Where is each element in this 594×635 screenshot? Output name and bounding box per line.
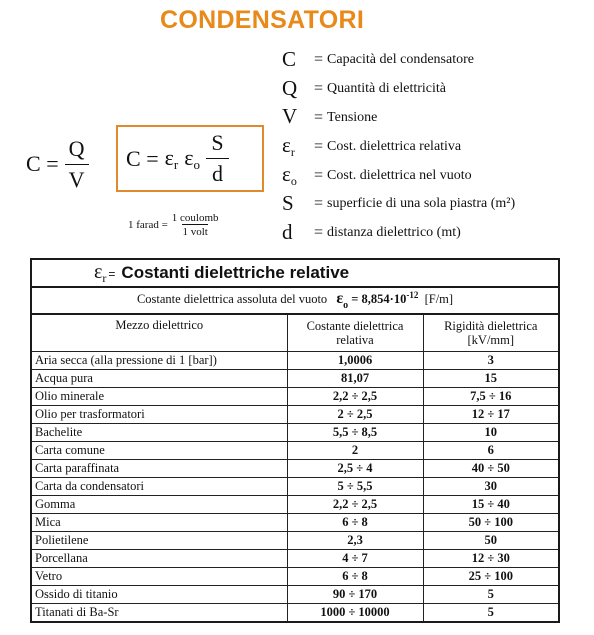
- legend-description: Tensione: [327, 109, 378, 125]
- dielectric-strength-cell: 15 ÷ 40: [423, 496, 559, 514]
- equals-sign: =: [314, 108, 324, 126]
- table-title-row: [31, 259, 559, 287]
- fraction-numerator: S: [211, 130, 224, 155]
- dielectric-strength-cell: 30: [423, 478, 559, 496]
- legend-symbol: ε: [282, 162, 291, 187]
- epsilon-r-symbol: $\varepsilon_r$: [164, 144, 179, 172]
- dielectric-strength-cell: 25 ÷ 100: [423, 568, 559, 586]
- relative-permittivity-cell: 5 ÷ 5,5: [287, 478, 423, 496]
- fraction: [206, 130, 229, 187]
- relative-permittivity-cell: 1,0006: [287, 352, 423, 370]
- table-row: [31, 370, 559, 388]
- relative-permittivity-cell: 6 ÷ 8: [287, 568, 423, 586]
- legend-item: [282, 219, 592, 248]
- fraction-numerator: 1 coulomb: [171, 212, 219, 224]
- absolute-constant-row: [31, 287, 559, 314]
- table-row: [31, 406, 559, 424]
- table-body: [31, 352, 559, 623]
- legend-description: superficie di una sola piastra (m²): [327, 196, 516, 212]
- legend-item: $\varepsilon_r$ = Cost. dielettrica relativa: [282, 133, 462, 160]
- fraction-denominator: V: [65, 164, 89, 193]
- farad-unit-definition: [128, 212, 219, 238]
- relative-permittivity-cell: 90 ÷ 170: [287, 586, 423, 604]
- dielectric-strength-cell: 10: [423, 424, 559, 442]
- dielectric-strength-cell: 7,5 ÷ 16: [423, 388, 559, 406]
- table-row: [31, 442, 559, 460]
- legend-item: [282, 75, 592, 104]
- column-header-row: [31, 314, 559, 352]
- material-cell: Olio minerale: [31, 388, 287, 406]
- relative-permittivity-cell: 5,5 ÷ 8,5: [287, 424, 423, 442]
- equals-sign: =: [314, 224, 324, 242]
- legend-item: [282, 104, 592, 133]
- relative-permittivity-cell: 2,5 ÷ 4: [287, 460, 423, 478]
- material-cell: Vetro: [31, 568, 287, 586]
- table-row: [31, 352, 559, 370]
- column-header: Mezzo dielettrico: [31, 314, 287, 352]
- fraction-denominator: 1 volt: [182, 226, 208, 238]
- material-cell: Carta da condensatori: [31, 478, 287, 496]
- material-cell: Polietilene: [31, 532, 287, 550]
- legend-description: distanza dielettrico (mt): [327, 225, 461, 241]
- material-cell: Porcellana: [31, 550, 287, 568]
- legend-description: Cost. dielettrica relativa: [327, 138, 462, 154]
- dielectric-strength-cell: 40 ÷ 50: [423, 460, 559, 478]
- material-cell: Bachelite: [31, 424, 287, 442]
- table-row: [31, 514, 559, 532]
- formula-lhs: C: [26, 151, 41, 176]
- table-row: [31, 388, 559, 406]
- table-row: [31, 496, 559, 514]
- relative-permittivity-cell: 4 ÷ 7: [287, 550, 423, 568]
- farad-lhs: 1 farad =: [128, 219, 168, 231]
- absolute-constant-unit: [F/m]: [424, 291, 454, 306]
- relative-permittivity-cell: 2 ÷ 2,5: [287, 406, 423, 424]
- dielectric-strength-cell: 12 ÷ 30: [423, 550, 559, 568]
- fraction-numerator: Q: [68, 135, 85, 161]
- legend-description: Quantità di elettricità: [327, 81, 446, 97]
- table-row: [31, 424, 559, 442]
- formula-lhs: C: [126, 145, 141, 171]
- material-cell: Mica: [31, 514, 287, 532]
- material-cell: Olio per trasformatori: [31, 406, 287, 424]
- legend-symbol: V: [282, 104, 298, 129]
- table-row: [31, 532, 559, 550]
- absolute-constant-label: Costante dielettrica assoluta del vuoto: [136, 291, 328, 306]
- table-title: $\varepsilon_r$ = Costanti dielettriche relative: [31, 259, 559, 287]
- column-header: Rigidità dielettrica [kV/mm]: [423, 314, 559, 352]
- legend-description: Capacità del condensatore: [327, 52, 474, 68]
- table-title-text: Costanti dielettriche relative: [121, 263, 350, 282]
- capacitance-formula: [26, 136, 89, 192]
- dielectric-strength-cell: 5: [423, 586, 559, 604]
- material-cell: Carta paraffinata: [31, 460, 287, 478]
- relative-permittivity-cell: 2: [287, 442, 423, 460]
- legend-symbol: ε: [282, 133, 291, 158]
- symbol-legend: [282, 46, 592, 248]
- fraction: [65, 136, 89, 193]
- legend-symbol: d: [282, 219, 293, 244]
- equals-sign: =: [314, 51, 324, 69]
- table-row: [31, 478, 559, 496]
- relative-permittivity-cell: 6 ÷ 8: [287, 514, 423, 532]
- epsilon-o-symbol: $\varepsilon_o$: [184, 144, 200, 172]
- relative-permittivity-cell: 81,07: [287, 370, 423, 388]
- table-row: [31, 604, 559, 623]
- equals-sign: =: [314, 80, 324, 98]
- legend-item: [282, 46, 592, 75]
- absolute-constant: [31, 287, 559, 314]
- relative-permittivity-cell: 2,3: [287, 532, 423, 550]
- equals-sign: =: [314, 195, 324, 213]
- dielectric-strength-cell: 6: [423, 442, 559, 460]
- relative-permittivity-cell: 1000 ÷ 10000: [287, 604, 423, 623]
- equals-sign: =: [314, 137, 324, 155]
- dielectric-table: [30, 258, 560, 623]
- column-header: Costante dielettrica relativa: [287, 314, 423, 352]
- dielectric-strength-cell: 15: [423, 370, 559, 388]
- dielectric-strength-cell: 12 ÷ 17: [423, 406, 559, 424]
- relative-permittivity-cell: 2,2 ÷ 2,5: [287, 388, 423, 406]
- material-cell: Acqua pura: [31, 370, 287, 388]
- absolute-constant-value: = $8,854\cdot 10^{-12}$: [351, 289, 419, 306]
- epsilon-o-symbol: $\varepsilon_o$: [336, 289, 349, 311]
- legend-symbol: Q: [282, 75, 298, 100]
- legend-symbol: S: [282, 190, 294, 215]
- dielectric-strength-cell: 50: [423, 532, 559, 550]
- table-row: [31, 460, 559, 478]
- table-row: [31, 586, 559, 604]
- dielectric-strength-cell: 3: [423, 352, 559, 370]
- legend-item: $\varepsilon_o$ = Cost. dielettrica nel vuoto: [282, 162, 472, 189]
- legend-description: Cost. dielettrica nel vuoto: [327, 167, 472, 183]
- equals-sign: =: [40, 151, 59, 176]
- fraction-denominator: d: [206, 158, 229, 187]
- equals-sign: =: [140, 145, 159, 171]
- legend-item: [282, 190, 592, 219]
- table-row: [31, 568, 559, 586]
- table-row: [31, 550, 559, 568]
- material-cell: Aria secca (alla pressione di 1 [bar]): [31, 352, 287, 370]
- epsilon-r-symbol: $\varepsilon_r$: [94, 261, 107, 285]
- material-cell: Ossido di titanio: [31, 586, 287, 604]
- relative-permittivity-cell: 2,2 ÷ 2,5: [287, 496, 423, 514]
- dielectric-strength-cell: 50 ÷ 100: [423, 514, 559, 532]
- equals-sign: =: [314, 166, 324, 184]
- material-cell: Gomma: [31, 496, 287, 514]
- fraction: [172, 212, 219, 238]
- boxed-capacitance-formula: [116, 125, 264, 192]
- material-cell: Titanati di Ba-Sr: [31, 604, 287, 623]
- page-title: CONDENSATORI: [160, 6, 365, 34]
- material-cell: Carta comune: [31, 442, 287, 460]
- legend-symbol: C: [282, 46, 297, 71]
- dielectric-strength-cell: 5: [423, 604, 559, 623]
